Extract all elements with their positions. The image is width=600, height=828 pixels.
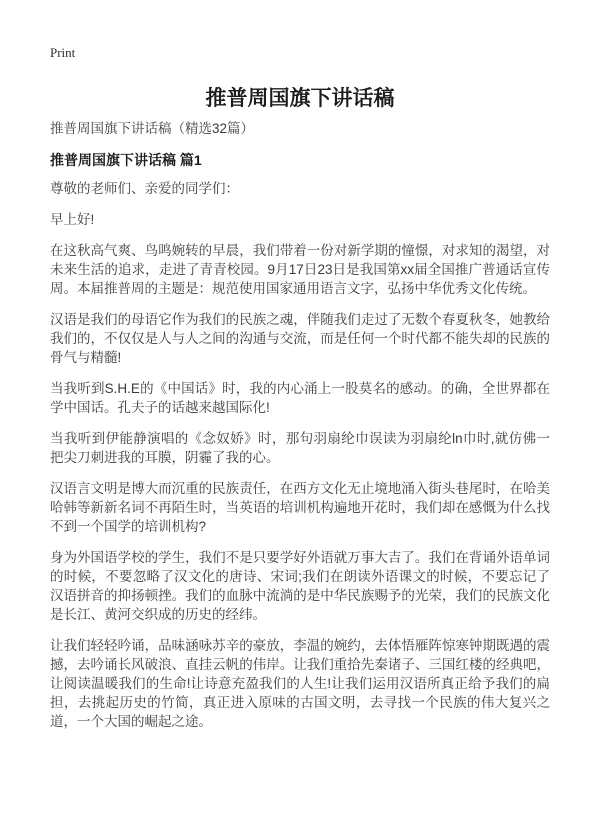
paragraph: 当我听到S.H.E的《中国话》时，我的内心涌上一股莫名的感动。的确，全世界都在学中国话。孔夫子的话越来越国际化! xyxy=(50,381,550,415)
paragraph: 在这秋高气爽、鸟鸣婉转的早晨，我们带着一份对新学期的憧憬，对求知的渴望，对未来生活的追求，走进了青青校园。9月17日23日是我国第xx届全国推广普通话宣传周。本届推普周的主题是：规范使用国家通用语言文字，弘扬中华优秀文化传统。 xyxy=(50,243,550,296)
print-link[interactable]: Print xyxy=(50,45,76,60)
paragraph: 身为外国语学校的学生，我们不是只要学好外语就万事大吉了。我们在背诵外语单词的时候，不要忽略了汉文化的唐诗、宋词;我们在朗读外语课文的时候，不要忘记了汉语拼音的抑扬顿挫。我们的血脉中流淌的是中华民族赐予的光荣，我们的民族文化是长江、黄河交织成的历史的经纬。 xyxy=(50,550,550,622)
paragraph: 汉语言文明是博大而沉重的民族责任，在西方文化无止境地涌入街头巷尾时，在哈美哈韩等新新名词不再陌生时，当英语的培训机构遍地开花时，我们却在感慨为什么找不到一个国学的培训机构? xyxy=(50,481,550,534)
paragraph-salutation: 尊敬的老师们、亲爱的同学们： xyxy=(50,181,239,196)
paragraph: 汉语是我们的母语它作为我们的民族之魂，伴随我们走过了无数个春夏秋冬，她教给我们的，不仅仅是人与人之间的沟通与交流，而是任何一个时代都不能失却的民族的骨气与精髓! xyxy=(50,312,550,365)
document-subtitle: 推普周国旗下讲话稿（精选32篇） xyxy=(50,121,255,136)
paragraph-greeting: 早上好! xyxy=(50,212,95,227)
page-title: 推普周国旗下讲话稿 xyxy=(205,87,395,110)
paragraph: 让我们轻轻吟诵，品味涵咏苏辛的豪放，李温的婉约，去体悟雁阵惊寒钟期既遇的震撼，去吟诵长风破浪、直挂云帆的伟岸。让我们重拾先秦诸子、三国红楼的经典吧，让阅读温暖我们的生命!让诗意充盈我们的人生!让我们运用汉语所真正给予我们的扁担，去挑起历史的竹简，真正进入原味的古国文明，去寻找一个民族的伟大复兴之道，一个大国的崛起之途。 xyxy=(50,638,550,729)
paragraph: 当我听到伊能静演唱的《念奴娇》时，那句羽扇纶巾误读为羽扇纶ln巾时,就仿佛一把尖刀刺进我的耳膜，阴霾了我的心。 xyxy=(50,431,550,465)
section-heading: 推普周国旗下讲话稿 篇1 xyxy=(50,152,202,168)
